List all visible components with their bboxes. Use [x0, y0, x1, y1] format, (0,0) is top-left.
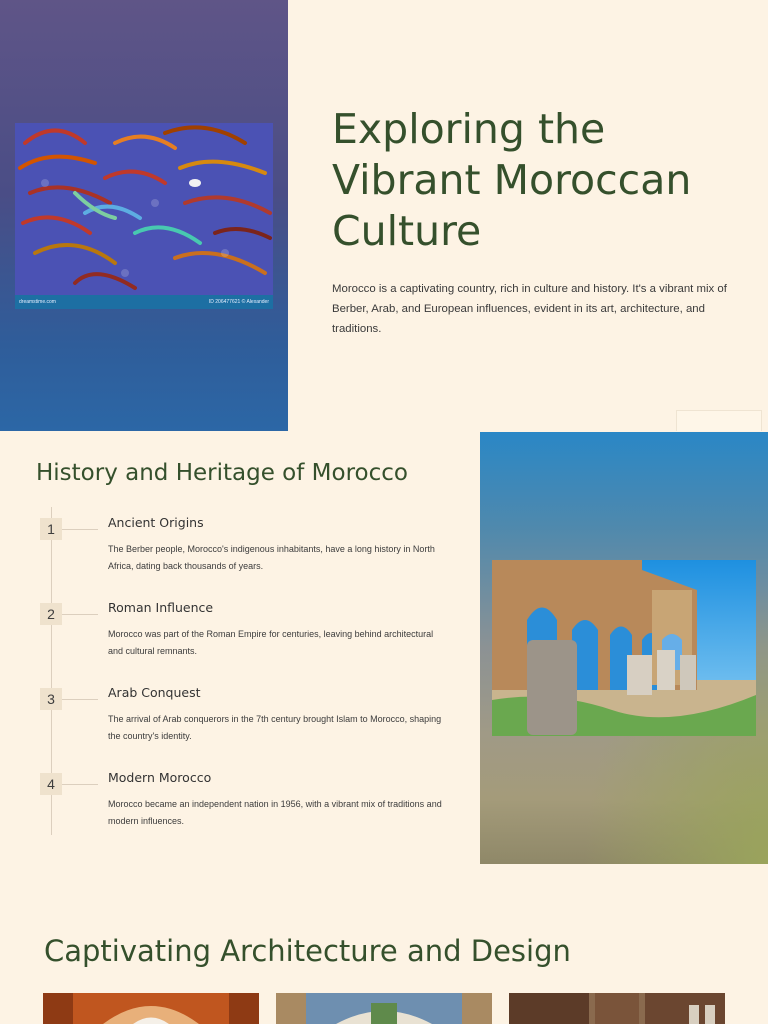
archway-illustration [43, 993, 259, 1024]
timeline-text: Morocco became an independent nation in 1956, with a vibrant mix of traditions and modern influences. [108, 799, 442, 826]
timeline-heading: Roman Influence [108, 600, 214, 615]
wooden-doors-illustration [509, 993, 725, 1024]
hero-description: Morocco is a captivating country, rich in culture and history. It's a vibrant mix of Berber, Arab, and European influences, evident in its art, architecture, and traditions. [332, 283, 727, 335]
timeline-connector [62, 614, 98, 615]
timeline-heading: Arab Conquest [108, 685, 201, 700]
timeline-number: 1 [40, 518, 62, 540]
watermark-id: ID 206477621 © Alexander [208, 299, 269, 305]
timeline-connector [62, 529, 98, 530]
timeline-number: 2 [40, 603, 62, 625]
necklaces-illustration [15, 123, 273, 295]
timeline-heading: Ancient Origins [108, 515, 204, 530]
architecture-card-image [43, 993, 259, 1024]
courtyard-illustration [276, 993, 492, 1024]
architecture-card-image [509, 993, 725, 1024]
timeline-connector [62, 699, 98, 700]
ruins-illustration [492, 560, 756, 736]
hero-necklaces-image [15, 123, 273, 309]
history-section-title: History and Heritage of Morocco [36, 460, 408, 486]
hero-image-panel [0, 0, 288, 431]
architecture-card-image [276, 993, 492, 1024]
timeline-number: 3 [40, 688, 62, 710]
history-image-panel [480, 432, 768, 864]
timeline-text: The Berber people, Morocco's indigenous inhabitants, have a long history in North Africa, dating back thousands of years. [108, 544, 435, 571]
image-watermark-bar [15, 295, 273, 309]
watermark-site: dreamstime.com [19, 299, 56, 305]
architecture-section-title: Captivating Architecture and Design [44, 934, 571, 968]
page-title: Exploring the Vibrant Moroccan Culture [332, 105, 692, 255]
timeline-connector [62, 784, 98, 785]
timeline-text: Morocco was part of the Roman Empire for centuries, leaving behind architectural and cultural remnants. [108, 629, 434, 656]
timeline-heading: Modern Morocco [108, 770, 212, 785]
roman-ruins-image [492, 560, 756, 736]
timeline-number: 4 [40, 773, 62, 795]
hero-text-block [332, 104, 732, 339]
corner-tab [676, 410, 762, 431]
timeline-text: The arrival of Arab conquerors in the 7th century brought Islam to Morocco, shaping the country's identity. [108, 714, 442, 741]
